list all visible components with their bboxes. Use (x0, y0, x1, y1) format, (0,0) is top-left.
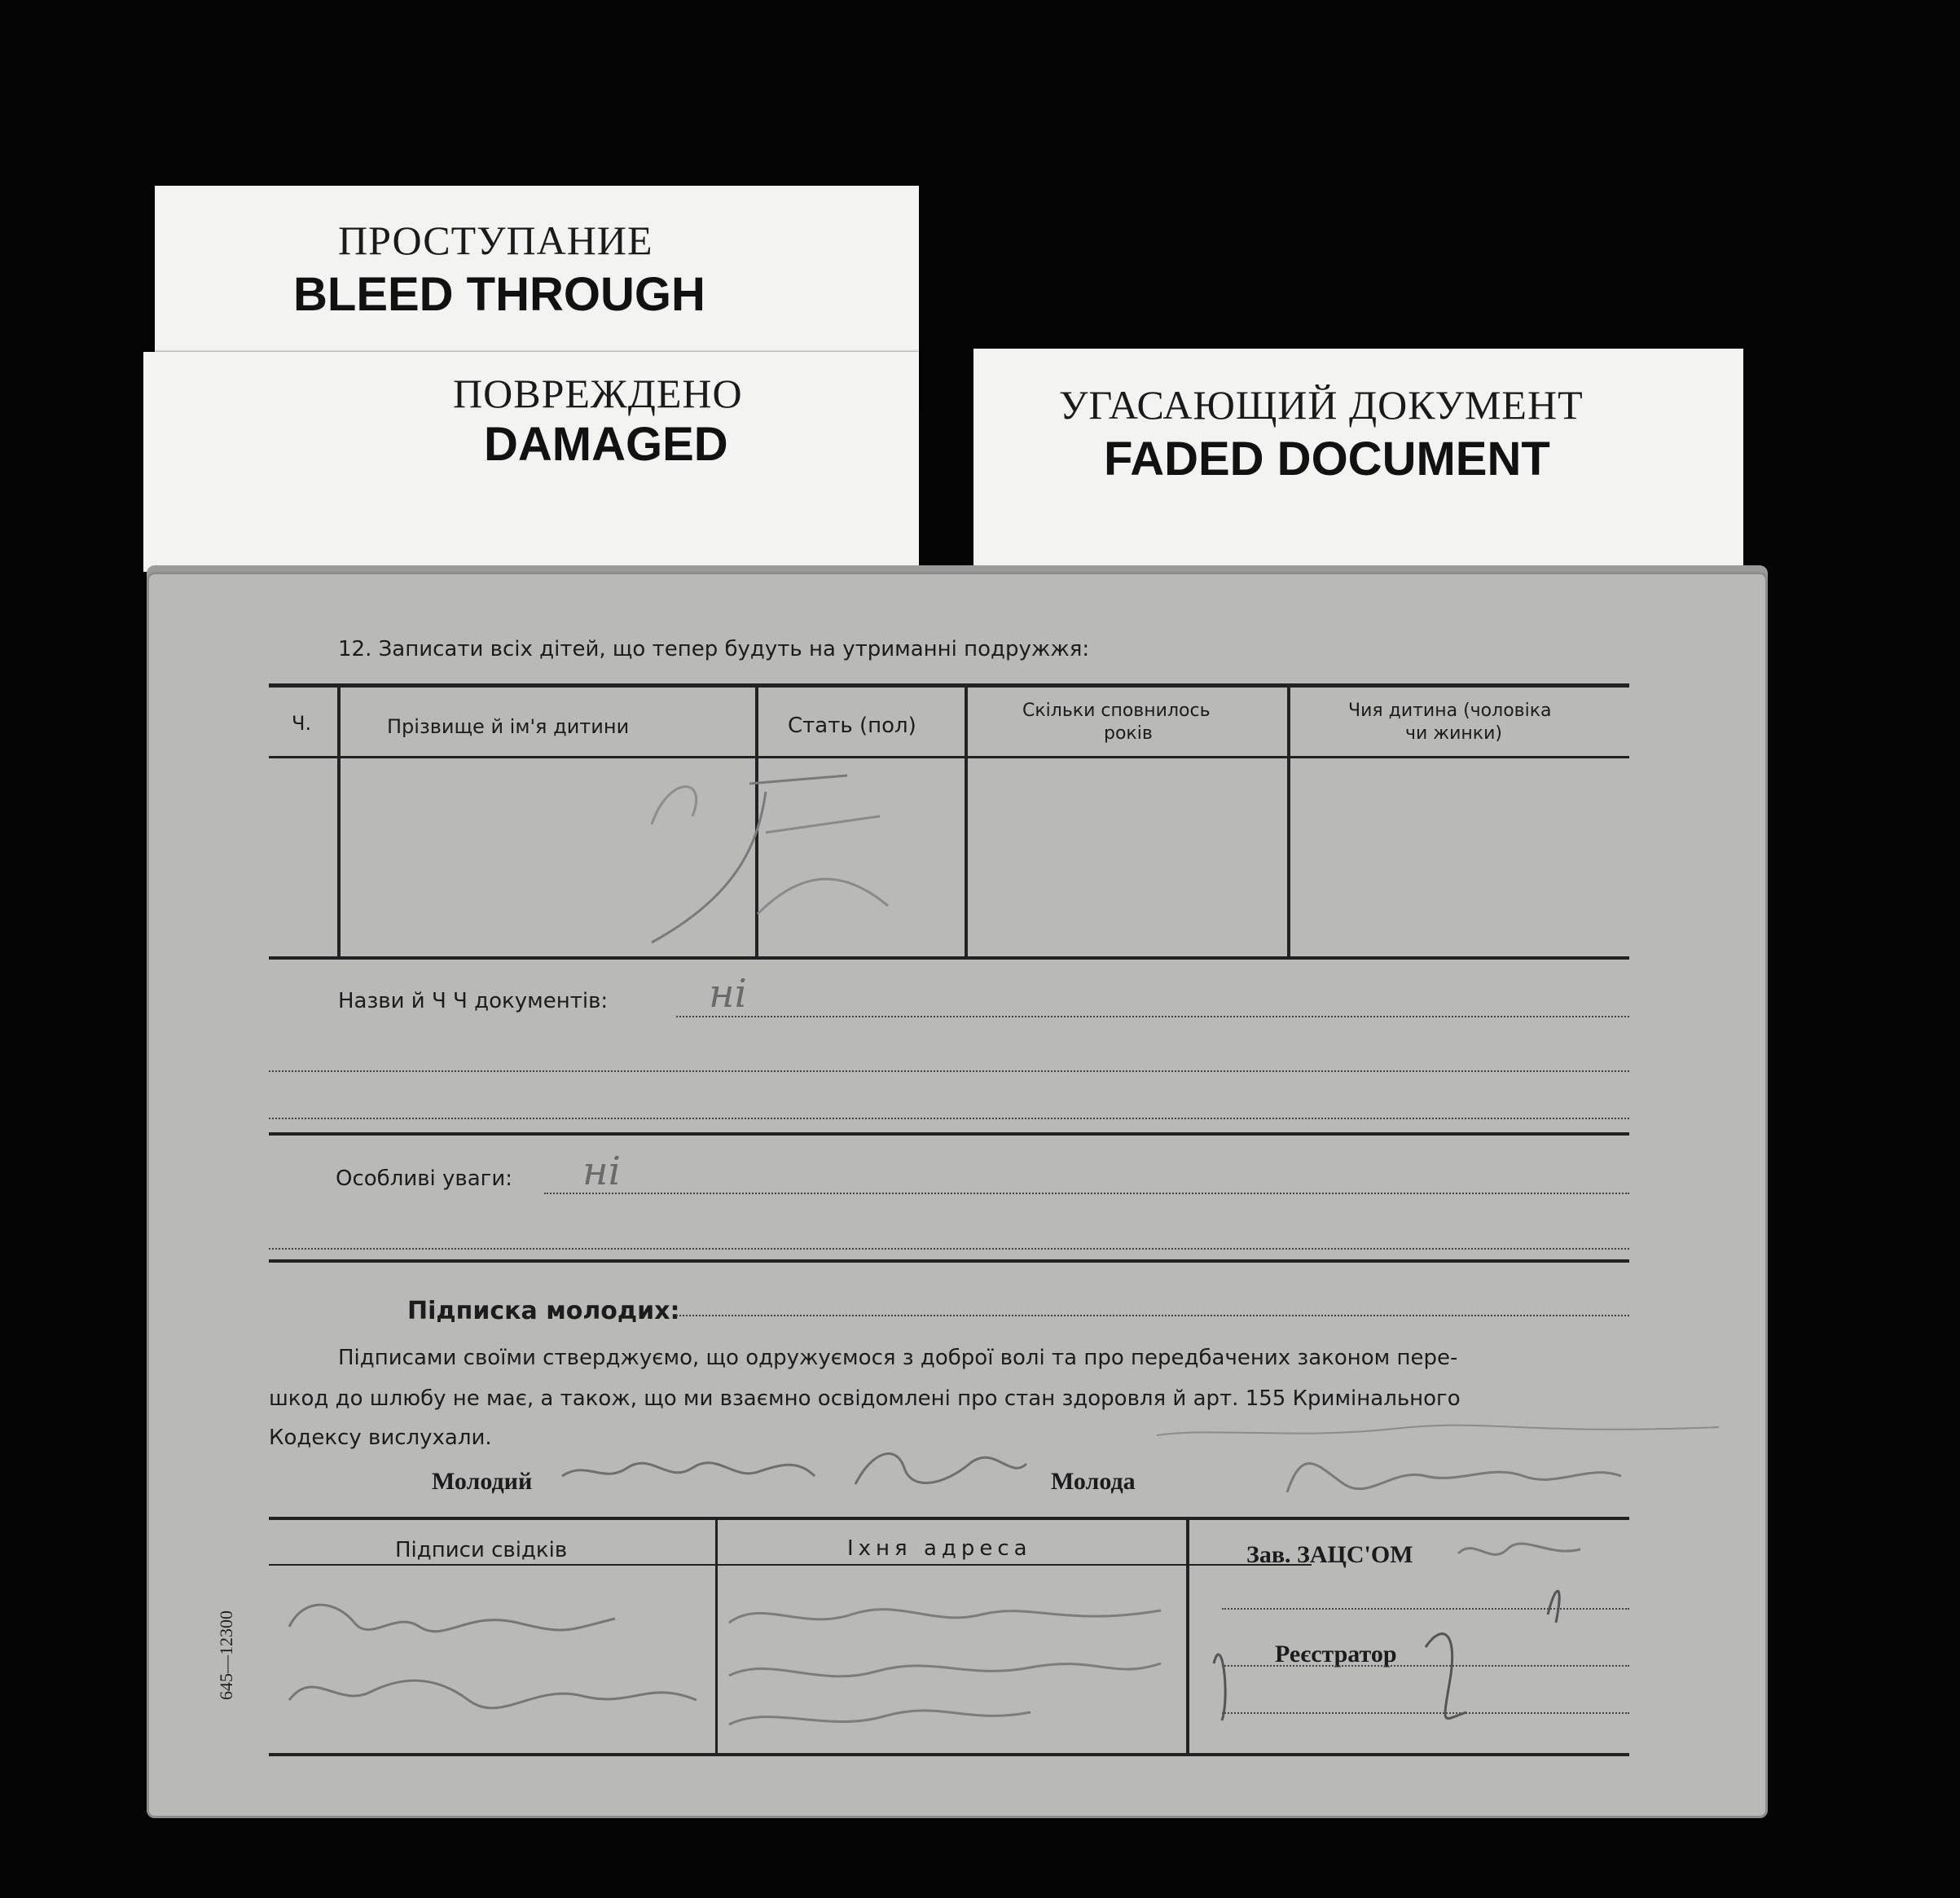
registration-form-sheet (147, 572, 1768, 1818)
registrar-label: Реєстратор (1275, 1641, 1397, 1667)
documents-line-1 (676, 1016, 1629, 1017)
declaration-line-2: шкод до шлюбу не має, а також, що ми взаємно освідомлені про стан здоровля й арт. 155 Кримінального (269, 1386, 1461, 1411)
head-of-registry-label: Зав. ЗАЦС'ОМ (1246, 1541, 1413, 1568)
documents-bottom-rule (269, 1132, 1629, 1136)
notes-label: Особливі уваги: (336, 1166, 512, 1191)
header-child-name: Прізвище й ім'я дитини (387, 715, 630, 738)
notes-line-2 (269, 1248, 1629, 1250)
damaged-flag (143, 352, 919, 572)
documents-line-3 (269, 1118, 1629, 1119)
damaged-en: DAMAGED (484, 418, 728, 471)
signature-line (676, 1315, 1629, 1316)
address-header: Іхня адреса (847, 1536, 1032, 1561)
witness-divider-1 (715, 1517, 718, 1753)
table-header-rule (269, 756, 1629, 758)
signature-title: Підписка молодих: (407, 1297, 680, 1325)
witness-table-top-rule (269, 1517, 1629, 1520)
header-age-line1: Скільки сповнилось (1022, 701, 1211, 721)
faded-document-ru: УГАСАЮЩИЙ ДОКУМЕНТ (1059, 382, 1584, 428)
faded-document-flag (973, 349, 1743, 572)
col-divider-1 (337, 688, 341, 956)
witness-address (721, 1582, 1177, 1745)
col-divider-3 (965, 688, 968, 956)
documents-label: Назви й Ч Ч документів: (338, 989, 609, 1013)
witness-header: Підписи свідків (395, 1538, 568, 1562)
declaration-line-3: Кодексу вислухали. (269, 1426, 492, 1450)
groom-label: Молодий (432, 1468, 533, 1495)
col-divider-4 (1287, 688, 1290, 956)
declaration-line-1: Підписами своїми стверджуємо, що одружуємося з доброї волі та про передбачених законом пере- (338, 1346, 1458, 1370)
documents-value: ні (709, 971, 747, 1017)
faded-document-en: FADED DOCUMENT (1104, 433, 1550, 485)
official-signatures (1198, 1533, 1621, 1729)
crossed-out-mark (635, 759, 904, 955)
notes-line-1 (544, 1193, 1629, 1194)
bride-label: Молода (1051, 1468, 1136, 1495)
damaged-ru: ПОВРЕЖДЕНО (453, 371, 743, 416)
witness-table-header-rule (269, 1564, 1312, 1566)
header-number: Ч. (292, 712, 312, 735)
witness-signatures (273, 1586, 713, 1741)
print-mark: 645—12300 (216, 1610, 236, 1700)
table-bottom-rule (269, 956, 1629, 960)
section-12-heading: 12. Записати всіх дітей, що тепер будуть на утриманні подружжя: (338, 637, 1090, 661)
witness-table-bottom-rule (269, 1753, 1629, 1756)
header-sex: Стать (пол) (788, 714, 916, 738)
bleed-through-en: BLEED THROUGH (293, 268, 705, 321)
header-whose-line1: Чия дитина (чоловіка (1348, 701, 1552, 721)
witness-divider-2 (1186, 1517, 1189, 1753)
notes-value: ні (582, 1149, 621, 1194)
documents-line-2 (269, 1070, 1629, 1072)
groom-signature (554, 1435, 1035, 1509)
bleed-through-ru: ПРОСТУПАНИЕ (338, 217, 653, 263)
bride-signature (1149, 1419, 1735, 1509)
notes-bottom-rule (269, 1259, 1629, 1263)
header-age-line2: років (1104, 723, 1153, 744)
table-top-rule (269, 683, 1629, 688)
header-whose-line2: чи жинки) (1405, 723, 1502, 744)
